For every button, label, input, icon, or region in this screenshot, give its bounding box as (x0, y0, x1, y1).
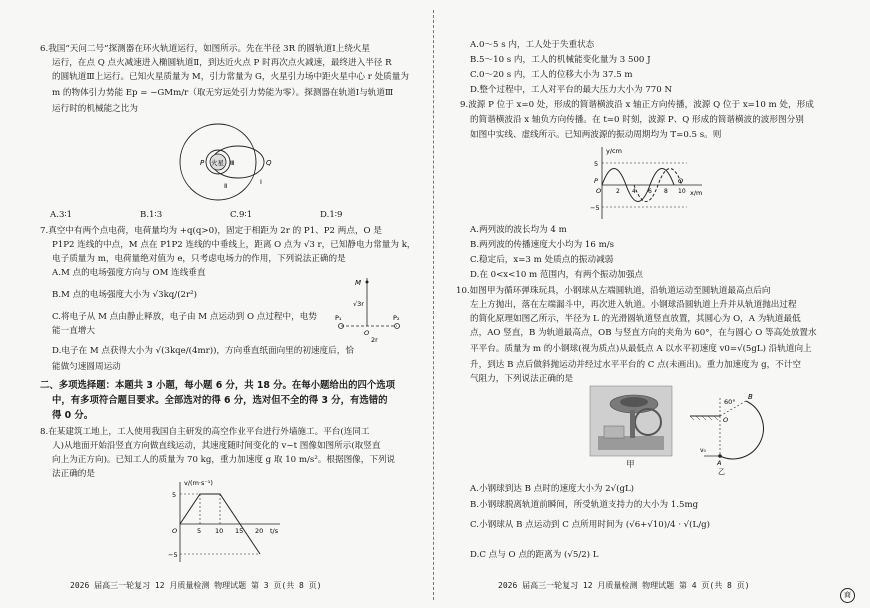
label-m: M (355, 279, 362, 287)
label-p1: P₁ (335, 314, 342, 322)
label-o: O (596, 187, 602, 195)
fig-jia-label: 甲 (626, 460, 635, 470)
q9-line-3: 如图中实线、虚线所示。已知两波源的振动周期均为 T=0.5 s。则 (470, 130, 722, 140)
q9-option-b: B.两列波的传播速度大小均为 16 m/s (470, 240, 615, 250)
q8-option-b: B.5～10 s 内，工人的机械能变化量为 3 500 J (470, 55, 651, 65)
label-a: A (717, 459, 722, 467)
label-orbit-2: Ⅱ (224, 182, 228, 190)
q10-line-7: 气阻力，下列说法正确的是 (470, 374, 574, 384)
q7-option-c-1: C.将电子从 M 点由静止释放，电子由 M 点运动到 O 点过程中，电势 (52, 312, 317, 322)
mars-label: 火星 (211, 159, 224, 167)
y-axis-label: v/(m·s⁻¹) (184, 479, 213, 487)
x-axis-label: t/s (270, 527, 279, 535)
tick-x10: 10 (678, 188, 686, 195)
label-p: P (200, 159, 205, 167)
q6-option-c: C.9∶1 (230, 210, 253, 220)
q9-line-2: 的简谐横波沿 x 轴负方向传播。在 t=0 时刻，波源 P、Q 形成的简谐横波的波形图分别 (470, 115, 804, 125)
label-orbit-3: Ⅲ (230, 159, 235, 167)
section2-line-3: 得 0 分。 (52, 410, 94, 421)
q7-line-3: 电子质量为 m，电荷量绝对值为 e，只考虑电场力的作用，下列说法正确的是 (52, 254, 346, 264)
q8-option-c: C.0～20 s 内，工人的位移大小为 37.5 m (470, 70, 633, 80)
q10-line-6: 升，到达 B 点后做斜抛运动并经过水平平台的 C 点(未画出)。重力加速度为 g，不计空 (470, 360, 801, 370)
tick-yneg5: −5 (168, 551, 178, 559)
q7-option-b: B.M 点的电场强度大小为 √3kq/(2r²) (52, 290, 197, 300)
q10-line-5: 平平台。质量为 m 的小钢球(视为质点)从最低点 A 以水平初速度 v0=√(5gL) 沿轨道向上 (470, 344, 812, 354)
right-page (440, 0, 870, 608)
q6-line-4: m 的物体引力势能 Ep = −GMm/r（取无穷远处引力势能为零）。探测器在轨道Ⅰ与轨道Ⅲ (52, 88, 394, 98)
toy-funnel-hole (620, 397, 648, 407)
q7-line-1: 7.真空中有两个点电荷，电荷量均为 +q(q>0)，固定于相距为 2r 的 P1、P2 两点，O 是 (40, 226, 382, 236)
label-2r: 2r (371, 336, 378, 344)
tick-x8: 8 (664, 188, 668, 195)
q10-toy-photo (590, 386, 672, 456)
q10-option-d: D.C 点与 O 点的距离为 (√5/2) L (470, 550, 599, 560)
tick-origin: O (172, 527, 178, 535)
right-footer: 2026 届高三一轮复习 12 月质量检测 物理试题 第 4 页(共 8 页) (498, 581, 750, 590)
q7-option-a: A.M 点的电场强度方向与 OM 连线垂直 (52, 268, 206, 278)
q10-line-2: 左上方抛出，落在左端漏斗中，再次进入轨道。小钢球沿圆轨道上升并从轨道抛出过程 (470, 300, 797, 310)
tick-x15: 15 (235, 527, 244, 535)
q6-option-d: D.1∶9 (320, 210, 343, 220)
tick-y5: 5 (594, 160, 599, 168)
q7-line-2: P1P2 连线的中点，M 点在 P1P2 连线的中垂线上，距离 O 点为 √3 r，已知静电力常量为 k， (52, 240, 416, 250)
tick-x6: 6 (648, 188, 652, 195)
x-axis-label: x/m (690, 189, 703, 197)
q6-line-1: 6.我国“天问二号”探测器在环火轨道运行，如图所示。先在半径 3R 的圆轨道Ⅰ上绕火星 (40, 44, 370, 54)
q7-charge-diagram (335, 270, 415, 350)
q10-track-diagram (690, 392, 780, 476)
label-q: Q (266, 159, 272, 167)
q8-option-a: A.0～5 s 内，工人处于失重状态 (470, 40, 595, 50)
angle-label: 60° (724, 398, 736, 406)
toy-launcher (604, 426, 624, 438)
tick-x2: 2 (616, 188, 620, 195)
q9-option-c: C.稳定后，x=3 m 处质点的振动减弱 (470, 255, 614, 265)
tick-x20: 20 (255, 527, 264, 535)
label-b: B (748, 393, 753, 401)
q8-line-3: 向上为正方向)。已知工人的质量为 70 kg，重力加速度 g 取 10 m/s²。根据图像，下列说 (52, 455, 396, 465)
section2-line-2: 中，有多项符合题目要求。全部选对的得 6 分，选对但不全的得 3 分，有选错的 (52, 395, 388, 406)
page-divider (433, 10, 434, 600)
q8-line-4: 法正确的是 (52, 469, 95, 479)
q9-option-d: D.在 0<x<10 m 范围内，有两个振动加强点 (470, 270, 644, 280)
q10-line-1: 10.如图甲为循环弹珠玩具，小钢球从左端圆轨道，沿轨道运动至圆轨道最高点后向 (456, 286, 771, 296)
q8-option-d: D.整个过程中，工人对平台的最大压力大小为 770 N (470, 85, 672, 95)
point-m (366, 281, 369, 284)
left-footer: 2026 届高三一轮复习 12 月质量检测 物理试题 第 3 页(共 8 页) (70, 581, 322, 590)
label-v0: v₀ (700, 447, 706, 454)
q9-option-a: A.两列波的波长均为 4 m (470, 225, 567, 235)
fig-yi-label: 乙 (718, 468, 725, 476)
q10-line-4: 点，AO 竖直，B 为轨道最高点，OB 与竖直方向的夹角为 60°，在与圆心 O 等高处放置水 (470, 328, 817, 338)
platform-hatch (690, 416, 718, 420)
q8-vt-graph (158, 478, 298, 568)
q9-wave-graph (592, 143, 722, 223)
q10-option-b: B.小钢球脱离轨道前瞬间，所受轨道支持力的大小为 1.5mg (470, 500, 699, 510)
left-page (0, 0, 430, 608)
q10-line-3: 的简化原理如图乙所示，半径为 L 的光滑圆轨道竖直放置，其圆心为 O，A 为轨道最低 (470, 314, 801, 324)
label-sqrt3r: √3r (353, 300, 364, 308)
tick-x4: 4 (632, 188, 636, 195)
q10-option-c: C.小钢球从 B 点运动到 C 点所用时间为 (√6+√10)/4 · √(L/g) (470, 520, 710, 530)
q7-option-d-2: 能做匀速圆周运动 (52, 362, 121, 372)
tick-x10: 10 (215, 527, 224, 535)
toy-post (630, 410, 635, 438)
tick-x5: 5 (197, 527, 202, 535)
q8-line-1: 8.在某建筑工地上，工人使用我国自主研发的高空作业平台进行外墙施工。平台(连同工 (40, 427, 370, 437)
label-p: P (594, 177, 598, 185)
section2-line-1: 二、多项选择题：本题共 3 小题，每小题 6 分，共 18 分。在每小题给出的四个选项 (40, 380, 396, 391)
vt-line-up (180, 494, 240, 524)
label-o: O (364, 329, 370, 337)
q10-option-a: A.小钢球到达 B 点时的速度大小为 2√(gL) (470, 484, 635, 494)
label-q: Q (678, 177, 684, 185)
q6-line-5: 运行时的机械能之比为 (52, 104, 138, 114)
q6-option-b: B.1∶3 (140, 210, 163, 220)
q6-line-2: 运行，在点 Q 点火减速进入椭圆轨道Ⅱ，到达近火点 P 时再次点火减速，最终进入半径 R (52, 58, 392, 68)
circular-track (720, 401, 763, 459)
q6-orbit-diagram (168, 122, 318, 202)
y-axis-label: y/cm (606, 147, 622, 155)
q7-option-c-2: 能一直增大 (52, 326, 95, 336)
label-orbit-1: Ⅰ (260, 178, 262, 186)
q8-line-2: 人)从地面开始沿竖直方向做直线运动，其速度随时间变化的 v−t 图像如图所示(取竖直 (52, 441, 381, 451)
q7-option-d-1: D.电子在 M 点获得大小为 √(3kqe/(4mr))，方向垂直纸面向里的初速度后，恰 (52, 346, 354, 356)
tick-y5: 5 (172, 491, 177, 499)
corner-stamp: 商 (840, 588, 855, 603)
q6-line-3: 的圆轨道Ⅲ上运行。已知火星质量为 M，引力常量为 G，火星引力场中距火星中心 r 处质量为 (52, 72, 409, 82)
label-o: O (723, 416, 729, 424)
tick-yneg5: −5 (590, 204, 600, 212)
q9-line-1: 9.波源 P 位于 x=0 处，形成的简谐横波沿 x 轴正方向传播，波源 Q 位于 x=10 m 处，形成 (460, 100, 814, 110)
q6-option-a: A.3∶1 (50, 210, 73, 220)
label-p2: P₂ (393, 314, 400, 322)
